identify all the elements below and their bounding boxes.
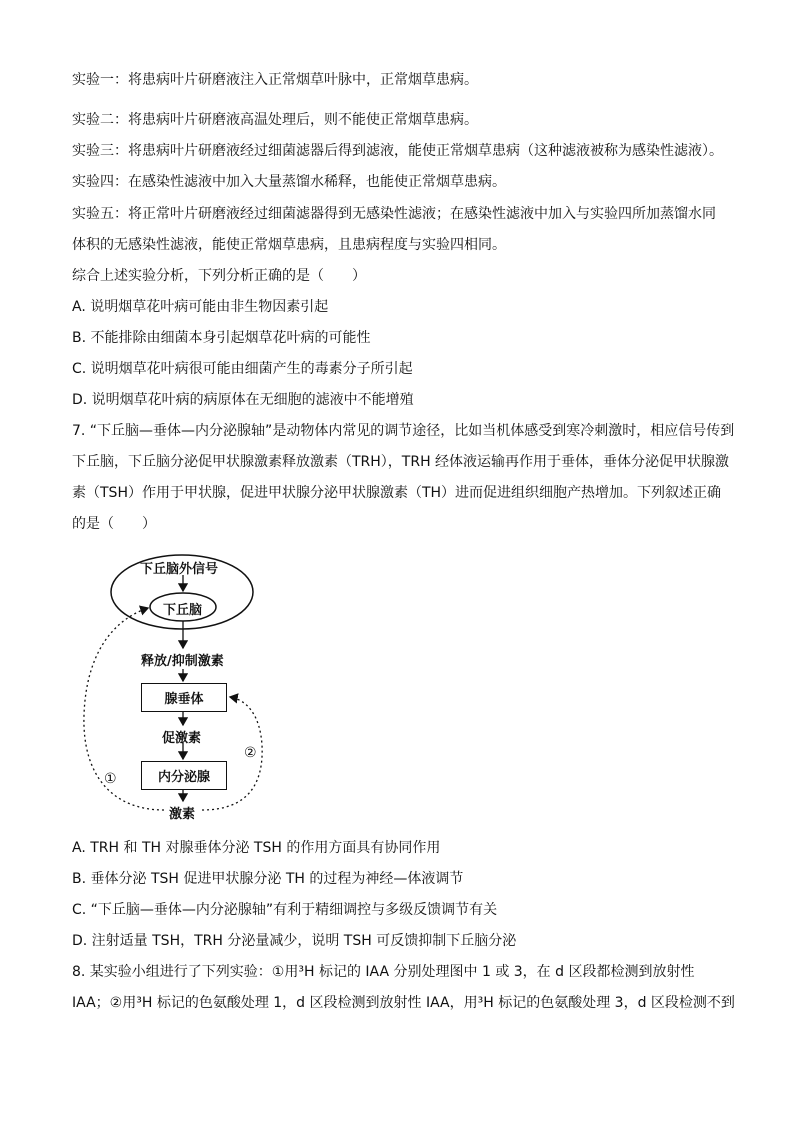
q7-stem-line-2: 下丘脑，下丘脑分泌促甲状腺激素释放激素（TRH），TRH 经体液运输再作用于垂体，垂体分泌促甲状腺激 <box>72 454 730 470</box>
q7-stem-line-3: 素（TSH）作用于甲状腺，促进甲状腺分泌甲状腺激素（TH）进而促进组织细胞产热增加。下列叙述正确 <box>72 485 722 501</box>
q6-option-b: B. 不能排除由细菌本身引起烟草花叶病的可能性 <box>72 330 371 346</box>
experiment-4: 实验四：在感染性滤液中加入大量蒸馏水稀释，也能使正常烟草患病。 <box>72 174 506 190</box>
hormone-label: 激素 <box>169 807 196 822</box>
endocrine-gland-box <box>141 761 227 790</box>
endocrine-gland-label: 内分泌腺 <box>157 770 210 785</box>
q7-option-b: B. 垂体分泌 TSH 促进甲状腺分泌 TH 的过程为神经—体液调节 <box>72 871 464 887</box>
experiment-5-line-2: 体积的无感染性滤液，能使正常烟草患病，且患病程度与实验四相同。 <box>72 237 506 253</box>
q7-stem-line-4: 的是（ ） <box>72 516 156 532</box>
loop-1-marker: ① <box>104 771 117 787</box>
q8-line-2: IAA；②用³H 标记的色氨酸处理 1，d 区段检测到放射性 IAA，用³H 标记的色氨酸处理 3，d 区段检测不到 <box>72 995 735 1011</box>
q6-option-a: A. 说明烟草花叶病可能由非生物因素引起 <box>72 299 329 315</box>
q7-option-c: C. “下丘脑—垂体—内分泌腺轴”有利于精细调控与多级反馈调节有关 <box>72 902 498 918</box>
q7-option-a: A. TRH 和 TH 对腺垂体分泌 TSH 的作用方面具有协同作用 <box>72 840 441 856</box>
experiment-2: 实验二：将患病叶片研磨液高温处理后，则不能使正常烟草患病。 <box>72 112 478 128</box>
q8-line-1: 8. 某实验小组进行了下列实验：①用³H 标记的 IAA 分别处理图中 1 或 3，在 d 区段都检测到放射性 <box>72 964 695 980</box>
q7-option-d: D. 注射适量 TSH，TRH 分泌量减少，说明 TSH 可反馈抑制下丘脑分泌 <box>72 933 517 949</box>
experiment-1: 实验一：将患病叶片研磨液注入正常烟草叶脉中，正常烟草患病。 <box>72 72 478 88</box>
release-hormone-label: 释放/抑制激素 <box>141 654 224 669</box>
pituitary-label: 腺垂体 <box>164 692 204 707</box>
q6-option-c: C. 说明烟草花叶病很可能由细菌产生的毒素分子所引起 <box>72 361 413 377</box>
q7-stem-line-1: 7. “下丘脑—垂体—内分泌腺轴”是动物体内常见的调节途径，比如当机体感受到寒冷刺激时，相应信号传到 <box>72 423 735 439</box>
pituitary-box <box>141 683 227 712</box>
q6-stem: 综合上述实验分析，下列分析正确的是（ ） <box>72 268 366 284</box>
outer-signal-label: 下丘脑外信号 <box>140 562 219 577</box>
experiment-3: 实验三：将患病叶片研磨液经过细菌滤器后得到滤液，能使正常烟草患病（这种滤液被称为感染性滤液）。 <box>72 143 723 159</box>
tropic-hormone-label: 促激素 <box>162 731 202 746</box>
hypothalamus-label: 下丘脑 <box>163 603 203 618</box>
experiment-5-line-1: 实验五：将正常叶片研磨液经过细菌滤器得到无感染性滤液；在感染性滤液中加入与实验四所加蒸馏水同 <box>72 206 716 222</box>
hpa-axis-diagram <box>72 545 292 835</box>
loop-2-marker: ② <box>244 745 257 761</box>
q6-option-d: D. 说明烟草花叶病的病原体在无细胞的滤液中不能增殖 <box>72 392 414 408</box>
